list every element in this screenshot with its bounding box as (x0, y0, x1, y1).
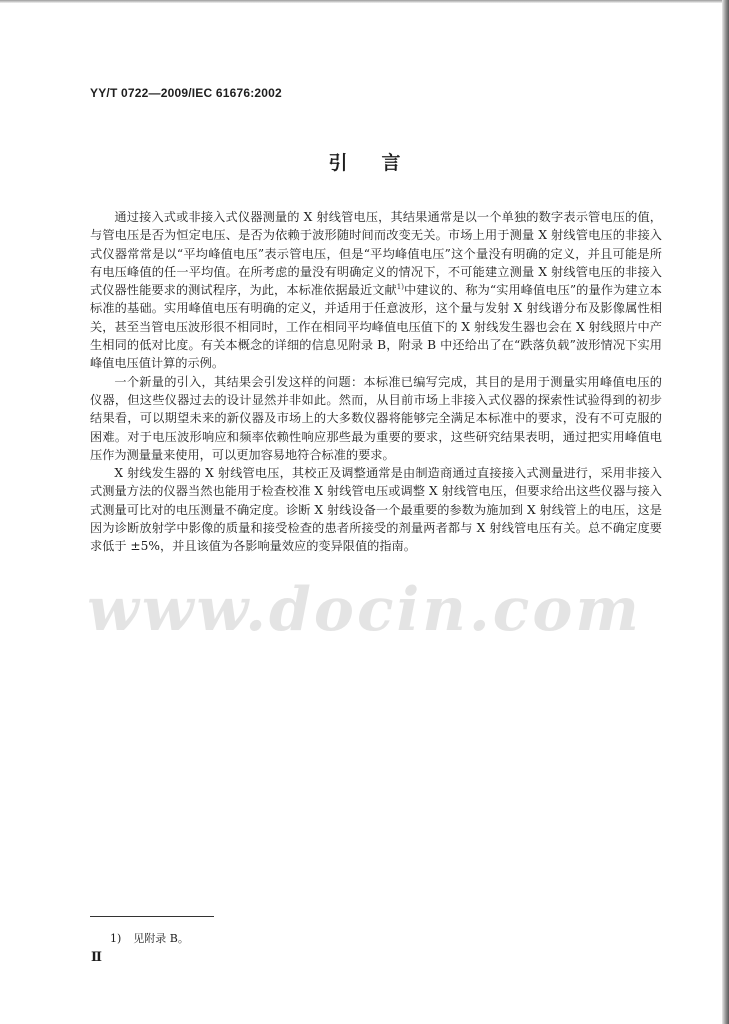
paragraph-1 (90, 208, 662, 373)
paragraph-3: X 射线发生器的 X 射线管电压，其校正及调整通常是由制造商通过直接接入式测量进行，采用非接入式测量方法的仪器当然也能用于检查校准 X 射线管电压或调整 X 射线管电压，但要求给出这些仪器与接入式测量可比对的电压测量不确定度。诊断 X 射线设备一个最重要的参数为施加到 X 射线管上的电压，这是因为诊断放射学中影像的质量和接受检查的患者所接受的剂量两者都与 X 射线管电压有关。总不确定度要求低于 ±5%，并且该值为各影响量效应的变异限值的指南。 (90, 466, 662, 554)
footnote-divider (90, 916, 214, 917)
standard-number-header: YY/T 0722—2009/IEC 61676:2002 (90, 86, 282, 100)
footnote (110, 930, 189, 946)
watermark: www.docin.com (87, 575, 642, 645)
paragraph-1-part-1: 通过接入式或非接入式仪器测量的 X 射线管电压，其结果通常是以一个单独的数字表示管电压的值，与管电压是否为恒定电压、是否为依赖于波形随时间而改变无关。市场上用于测量 X 射线管电压的非接入式仪器常常是以“平均峰值电压”表示管电压，但是“平均峰值电压”这个量没有明确的定义，并且可能是所有电压峰值的任一平均值。在所考虑的量没有明确定义的情况下，不可能建立测量 X 射线管电压的非接入式仪器性能要求的测试程序，为此，本标准依据最近文献 (90, 210, 662, 298)
page-number: Ⅱ (91, 950, 102, 965)
paragraph-1-part-2: 中建议的、称为“实用峰值电压”的量作为建立本标准的基础。实用峰值电压有明确的定义，并适用于任意波形，这个量与发射 X 射线谱分布及影像属性相关，甚至当管电压波形很不相同时，工作在相同平均峰值电压值下的 X 射线发生器也会在 X 射线照片中产生相同的低对比度。有关本概念的详细的信息见附录 B，附录 B 中还给出了在“跌落负载”波形情况下实用峰值电压值计算的示例。 (90, 283, 662, 371)
scan-top-edge (0, 0, 729, 3)
footnote-text: 见附录 B。 (133, 932, 189, 945)
page-title: 引言 (328, 152, 435, 174)
body-text (90, 208, 662, 556)
footnote-number: 1) (110, 932, 122, 945)
paragraph-2: 一个新量的引入，其结果会引发这样的问题：本标准已编写完成，其目的是用于测量实用峰值电压的仪器，但这些仪器过去的设计显然并非如此。然而，从目前市场上非接入式仪器的探索性试验得到的初步结果看，可以期望未来的新仪器及市场上的大多数仪器将能够完全满足本标准中的要求，没有不可克服的困难。对于电压波形响应和频率依赖性响应那些最为重要的要求，这些研究结果表明，通过把实用峰值电压作为测量量来使用，可以更加容易地符合标准的要求。 (90, 374, 662, 462)
footnote-reference: 1) (396, 283, 404, 292)
